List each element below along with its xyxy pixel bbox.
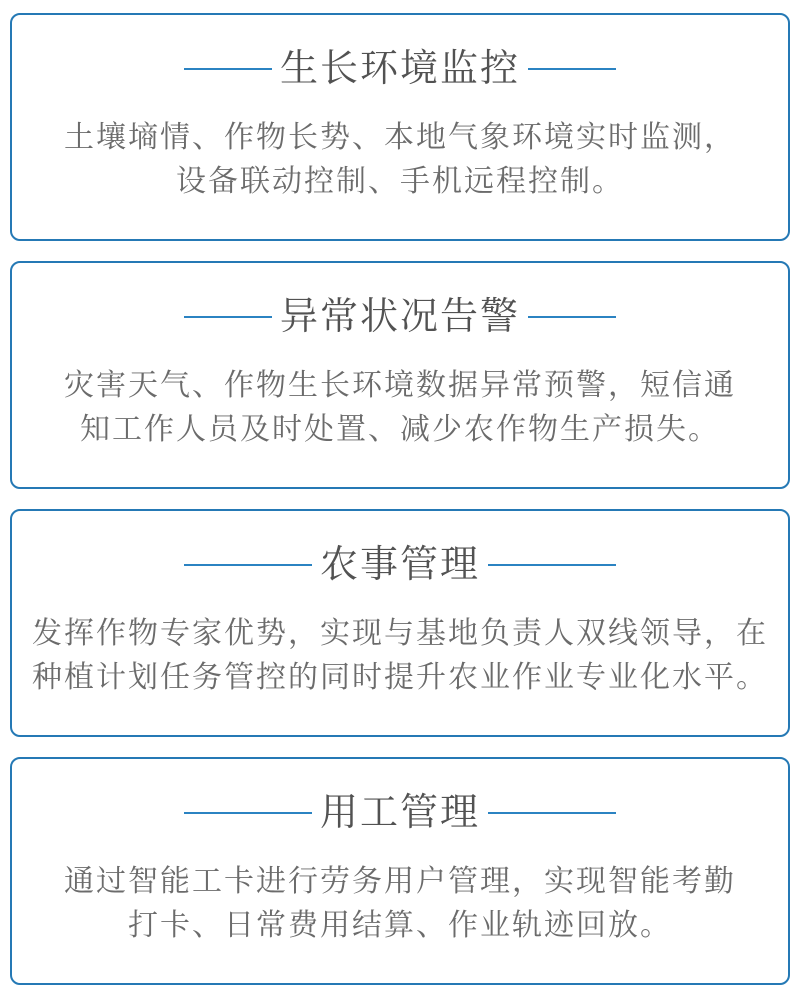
card-description <box>64 860 736 948</box>
description-line: 灾害天气、作物生长环境数据异常预警，短信通 <box>64 369 736 402</box>
card-title: 用工管理 <box>320 792 481 834</box>
title-divider-left-line <box>184 68 272 70</box>
title-divider-left-line <box>184 564 312 566</box>
description-line: 打卡、日常费用结算、作业轨迹回放。 <box>128 909 672 942</box>
description-line: 设备联动控制、手机远程控制。 <box>176 165 624 198</box>
description-line: 知工作人员及时处置、减少农作物生产损失。 <box>80 413 720 446</box>
card-description <box>64 364 736 452</box>
card-title-row <box>184 794 616 832</box>
title-divider-left-line <box>184 316 272 318</box>
card-description <box>32 612 768 700</box>
title-divider-right-line <box>488 812 616 814</box>
card-title: 异常状况告警 <box>280 296 521 338</box>
description-line: 土壤墒情、作物长势、本地气象环境实时监测， <box>64 121 736 154</box>
title-divider-right-line <box>488 564 616 566</box>
description-line: 通过智能工卡进行劳务用户管理，实现智能考勤 <box>64 865 736 898</box>
card-description <box>64 116 736 204</box>
feature-card-labor-management <box>10 757 790 985</box>
feature-card-abnormal-condition-alert <box>10 261 790 489</box>
title-divider-right-line <box>528 316 616 318</box>
feature-card-farming-management <box>10 509 790 737</box>
card-title: 农事管理 <box>320 544 481 586</box>
card-title: 生长环境监控 <box>280 48 521 90</box>
description-line: 发挥作物专家优势，实现与基地负责人双线领导，在 <box>32 617 768 650</box>
description-line: 种植计划任务管控的同时提升农业作业专业化水平。 <box>32 661 768 694</box>
title-divider-left-line <box>184 812 312 814</box>
card-title-row <box>184 298 616 336</box>
card-title-row <box>184 546 616 584</box>
card-title-row <box>184 50 616 88</box>
feature-card-growth-environment-monitoring <box>10 13 790 241</box>
title-divider-right-line <box>528 68 616 70</box>
